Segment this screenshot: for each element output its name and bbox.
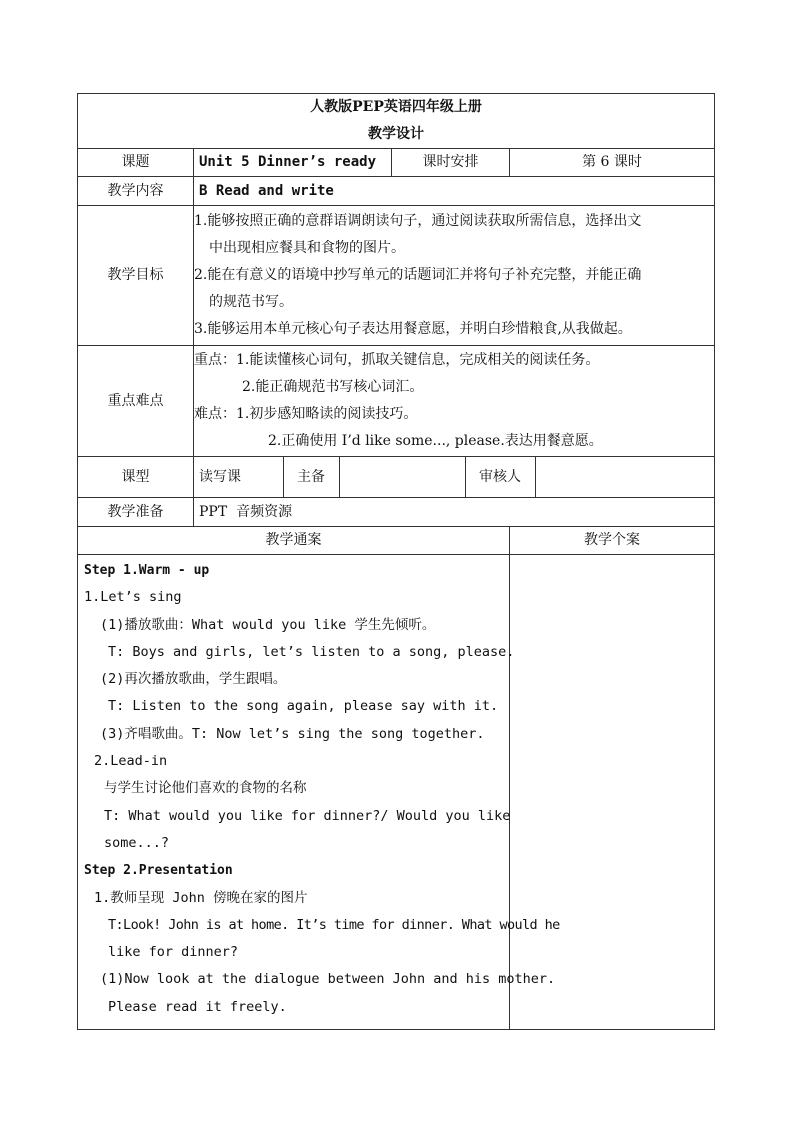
plan-line: (3)齐唱歌曲。T: Now let’s sing the song together.	[100, 725, 485, 742]
step-heading: Step 1.Warm - up	[84, 563, 210, 578]
objective-line: 中出现相应餐具和食物的图片。	[209, 240, 405, 256]
plan-line: T:Look! John is at home. It’s time for dinner. What would he	[108, 916, 560, 933]
keypoints-label: 重点难点	[78, 346, 194, 457]
plan-line: 1.Let’s sing	[84, 589, 182, 606]
keypoint-line: 难点：1.初步感知略读的阅读技巧。	[194, 406, 418, 422]
topic-label: 课题	[78, 149, 194, 177]
plan-line: T: What would you like for dinner?/ Would you like	[104, 807, 511, 824]
plan-line: (1)播放歌曲：What would you like 学生先倾听。	[100, 616, 436, 633]
plan-line: (2)再次播放歌曲，学生跟唱。	[100, 671, 287, 688]
preparation-row	[78, 498, 715, 527]
plan-line: T: Listen to the song again, please say with it.	[108, 698, 499, 715]
plan-line: T: Boys and girls, let’s listen to a song, please.	[108, 643, 515, 660]
objectives-cell	[194, 206, 715, 346]
general-plan-body	[78, 555, 560, 1030]
keypoints-cell	[194, 346, 715, 457]
lesson-plan-table	[77, 93, 715, 1030]
general-plan-header: 教学通案	[78, 527, 510, 555]
preparation-label: 教学准备	[78, 498, 194, 527]
content-label: 教学内容	[78, 177, 194, 206]
topic-value: Unit 5 Dinner’s ready	[194, 149, 392, 177]
plan-line: (1)Now look at the dialogue between John and his mother.	[100, 971, 556, 988]
preparation-value: PPT 音频资源	[194, 498, 715, 527]
plan-line: Please read it freely.	[108, 998, 287, 1015]
objectives-row	[78, 206, 715, 346]
topic-row	[78, 149, 715, 177]
content-value: B Read and write	[194, 177, 715, 206]
plan-body-row	[78, 555, 715, 1030]
keypoint-line: 2.正确使用 I’d like some..., please.表达用餐意愿。	[268, 433, 603, 449]
objective-line: 的规范书写。	[209, 294, 293, 310]
individual-plan-header: 教学个案	[510, 527, 715, 555]
objective-line: 1.能够按照正确的意群语调朗读句子，通过阅读获取所需信息，选择出文	[194, 213, 642, 229]
individual-plan-body	[510, 555, 715, 1030]
keypoints-row	[78, 346, 715, 457]
title-row	[78, 94, 715, 149]
plan-line: 2.Lead-in	[94, 753, 168, 770]
reviewer-value	[535, 457, 715, 497]
document-subtitle: 教学设计	[368, 126, 425, 142]
lesson-type-cell	[194, 457, 715, 498]
objectives-label: 教学目标	[78, 206, 194, 346]
content-row	[78, 177, 715, 206]
main-preparer-label: 主备	[283, 457, 339, 497]
plan-line: some...?	[104, 834, 170, 851]
keypoint-line: 2.能正确规范书写核心词汇。	[242, 379, 424, 395]
plan-line: like for dinner?	[108, 944, 239, 961]
hours-label: 课时安排	[392, 149, 510, 177]
keypoint-line: 重点：1.能读懂核心词句，抓取关键信息，完成相关的阅读任务。	[194, 352, 600, 368]
hours-value: 第 6 课时	[510, 149, 715, 177]
objective-line: 2.能在有意义的语境中抄写单元的话题词汇并将句子补充完整，并能正确	[194, 267, 642, 283]
lesson-type-label: 课型	[78, 457, 194, 498]
plan-line: 1.教师呈现 John 傍晚在家的图片	[94, 889, 308, 906]
document-title: 人教版PEP英语四年级上册	[310, 99, 482, 115]
main-preparer-value	[339, 457, 465, 497]
objective-line: 3.能够运用本单元核心句子表达用餐意愿，并明白珍惜粮食,从我做起。	[194, 321, 632, 337]
lesson-type-row	[78, 457, 715, 498]
reviewer-label: 审核人	[465, 457, 535, 497]
plan-header-row	[78, 527, 715, 555]
lesson-type-value: 读写课	[194, 457, 283, 497]
title-cell	[78, 94, 715, 149]
plan-line: 与学生讨论他们喜欢的食物的名称	[104, 780, 307, 797]
step-heading: Step 2.Presentation	[84, 863, 233, 879]
